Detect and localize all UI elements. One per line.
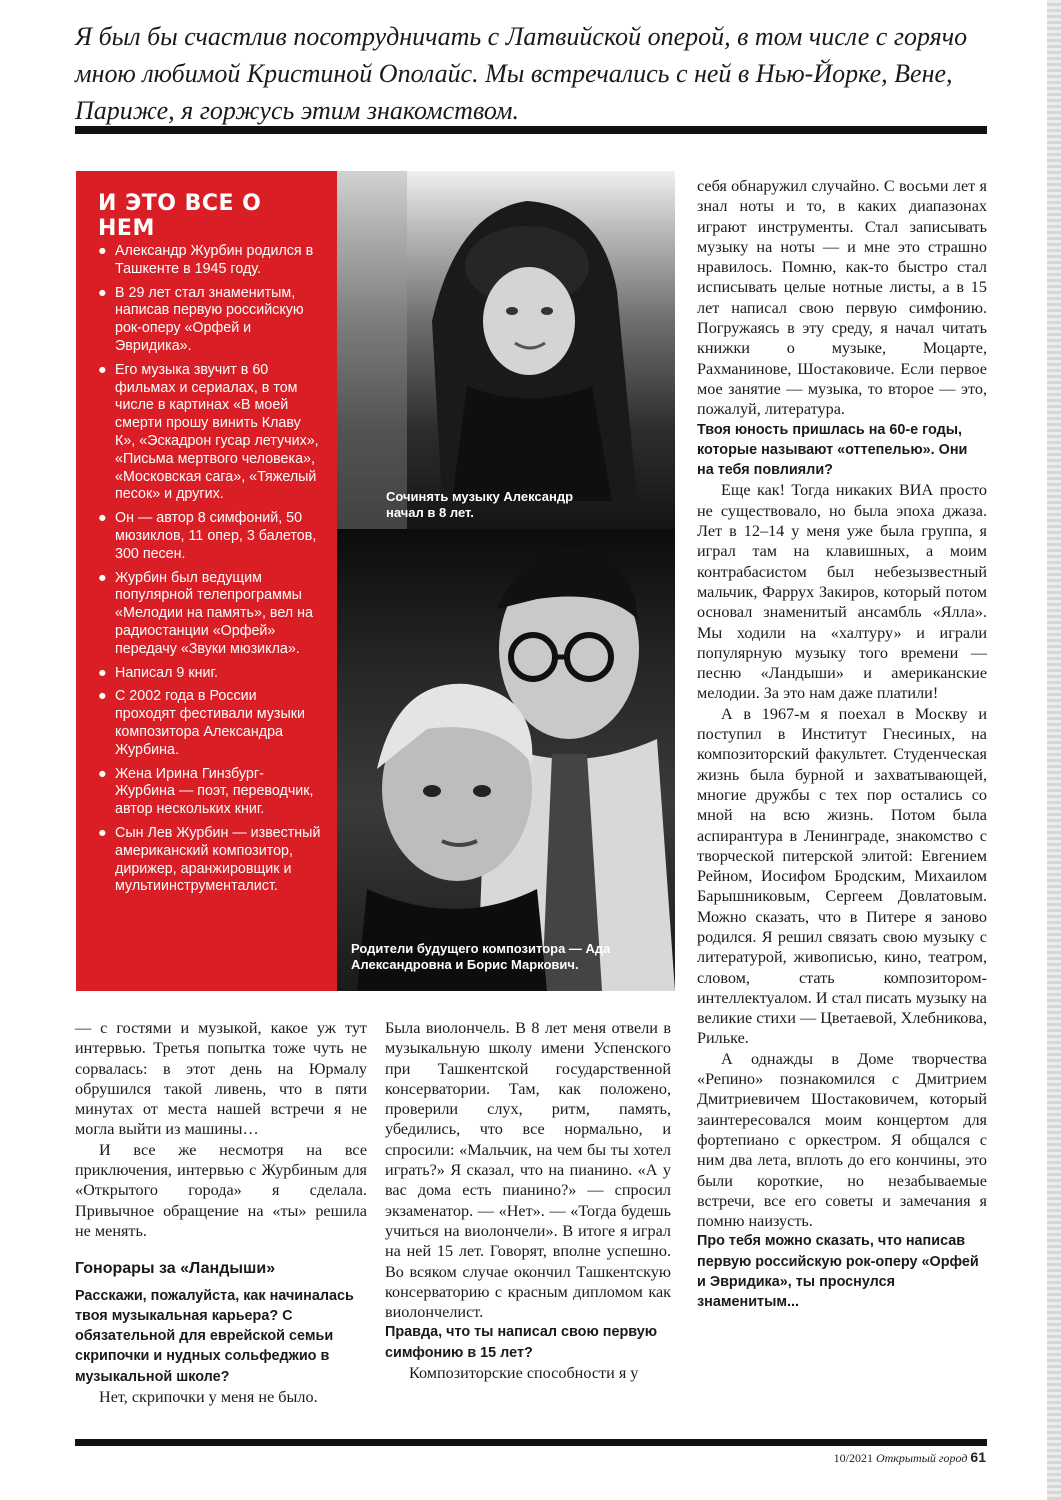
- fact-sidebar: [76, 171, 337, 991]
- bullet-icon: ●: [98, 510, 107, 527]
- bullet-icon: ●: [98, 688, 107, 705]
- photo-caption: Сочинять музыку Александр начал в 8 лет.: [386, 489, 574, 520]
- paragraph: И все же несмотря на все приключения, интервью с Журбиным для «Открытого города» я сделала. Привычное обращение на «ты» решила не менять.: [75, 1140, 367, 1240]
- fact-item: ● Его музыка звучит в 60 фильмах и сериалах, в том числе в картинах «В моей смерти прошу винить Клаву К», «Эскадрон гусар летучих», «Письма мертвого человека», «Московская сага», «Тяжелый песок» и других.: [98, 361, 319, 503]
- bullet-icon: ●: [98, 765, 107, 782]
- bottom-rule: [75, 1439, 987, 1446]
- fact-item: ● С 2002 года в России проходят фестивали музыки композитора Александра Журбина.: [98, 688, 306, 758]
- fact-list: [98, 243, 321, 896]
- bullet-icon: ●: [98, 824, 107, 841]
- fact-item: ● Написал 9 книг.: [98, 664, 218, 681]
- article-column-1: [75, 1018, 367, 1407]
- top-rule: [75, 126, 987, 134]
- paragraph: Нет, скрипочки у меня не было.: [99, 1388, 318, 1407]
- page-edge: [1047, 0, 1061, 1500]
- magazine-name: Открытый город: [875, 1451, 968, 1465]
- article-column-3: [697, 176, 987, 1313]
- paragraph: Была виолончель. В 8 лет меня отвели в музыкальную школу имени Успенского при Ташкентской государственной консерватории. Там, как положено, проверили слух, ритм, память, убедились, что все нормально, и спросили: «Мальчик, на чем бы ты хотел играть?» Я сказал, что на пианино. «А у вас дома есть пианино?» — спросил экзаменатор. — «Нет». — «Тогда будешь учиться на виолончели». В итоге я играл на ней 15 лет. Говорят, вполне успешно. Во всяком случае окончил Ташкентскую консерваторию с красным дипломом как виолончелист.: [385, 1019, 671, 1322]
- paragraph: — с гостями и музыкой, какое уж тут интервью. Третья попытка тоже чуть не сорвалась: в этот день на Юрмалу обрушился такой ливень, что в пяти минутах от места нашей встречи я не могла выйти из машины…: [75, 1019, 367, 1139]
- pull-quote: Я был бы счастлив посотрудничать с Латвийской оперой, в том числе с горячо мною любимой Кристиной Ополайс. Мы встречались с ней в Нью-Йорке, Вене, Париже, я горжусь этим знакомством.: [75, 22, 968, 125]
- bullet-icon: ●: [98, 569, 107, 586]
- fact-item: ● Сын Лев Журбин — известный американский композитор, дирижер, аранжировщик и мультиинструменталист.: [98, 824, 321, 895]
- fact-item: ● Он — автор 8 симфоний, 50 мюзиклов, 11 опер, 3 балетов, 300 песен.: [98, 510, 317, 562]
- bullet-icon: ●: [98, 664, 107, 681]
- bullet-icon: ●: [98, 361, 107, 378]
- fact-item: ● Жена Ирина Гинзбург-Журбина — поэт, переводчик, автор нескольких книг.: [98, 765, 314, 818]
- bullet-icon: ●: [98, 284, 107, 301]
- paragraph: себя обнаружил случайно. С восьми лет я знал ноты и то, в каких диапазонах играют инструменты. Стал записывать музыку на ноты — и мне это страшно нравилось. Помню, как-то быстро стал исписывать целые нотные листы, а в 15 лет написал свою первую симфонию. Погружаясь в эту среду, я начал читать книжки о музыке, Моцарте, Рахманинове, Шостаковиче. Если первое мое занятие — музыка, то второе — это, пожалуй, литература.: [697, 177, 987, 419]
- paragraph: А однажды в Доме творчества «Репино» познакомился с Дмитрием Дмитриевичем Шостаковичем, который заинтересовался моим концертом для фортепиано с оркестром. Я общался с ним два лета, вплоть до его кончины, это были короткие, но незабываемые встречи, все его советы и замечания я помню наизусть.: [697, 1049, 987, 1231]
- sidebar-title: И ЭТО ВСЕ О НЕМ: [98, 191, 262, 241]
- child-silhouette: [337, 171, 675, 529]
- question: Про тебя можно сказать, что написав первую российскую рок-оперу «Орфей и Эвридика», ты проснулся знаменитым...: [697, 1233, 979, 1311]
- bullet-icon: ●: [98, 243, 107, 259]
- fact-item: ● Александр Журбин родился в Ташкенте в 1945 году.: [98, 243, 314, 277]
- page-footer: [834, 1449, 986, 1466]
- issue-number: 10/2021: [833, 1451, 873, 1465]
- section-heading: Гонорары за «Ландыши»: [75, 1260, 276, 1278]
- photo-child: [337, 171, 675, 529]
- question: Правда, что ты написал свою первую симфонию в 15 лет?: [385, 1324, 658, 1361]
- photo-parents: [337, 529, 675, 991]
- question: Твоя юность пришлась на 60-е годы, которые называют «оттепелью». Они на тебя повлияли?: [697, 421, 968, 479]
- paragraph: Композиторские способности я у: [409, 1364, 639, 1383]
- paragraph: Еще как! Тогда никаких ВИА просто не существовало, но была эпоха джаза. Лет в 12–14 у меня уже была группа, я играл там на клавишных, а моим контрабасистом был небезызвестный мальчик, Фаррух Закиров, который потом основал знаменитый ансамбль «Ялла». Мы ходили на «халтуру» и играли популярную музыку того времени — песню «Ландыши» и американские мелодии. За это нам даже платили!: [697, 481, 987, 703]
- parents-silhouette: [337, 529, 675, 991]
- fact-item: ● Журбин был ведущим популярной телепрограммы «Мелодии на память», вел на радиостанции «Орфей» передачу «Звуки мюзикла».: [98, 569, 313, 657]
- article-column-2: [385, 1018, 671, 1383]
- paragraph: А в 1967-м я поехал в Москву и поступил в Институт Гнесиных, на композиторский факультет. Студенческая жизнь была бурной и захватывающей, многие дружбы с тех пор остались со мной на всю жизнь. Потом была аспирантура в Ленинграде, знакомство с творческой питерской элитой: Евгением Рейном, Иосифом Бродским, Михаилом Барышниковым, Сергеем Довлатовым. Можно сказать, что в Питере я заново родился. Я решил связать свою музыку с литературой, живописью, кино, театром, словом, стать композитором-интеллектуалом. И стал писать музыку на великие стихи — Цветаевой, Хлебникова, Рильке.: [697, 704, 987, 1048]
- fact-item: ● В 29 лет стал знаменитым, написав первую российскую рок-оперу «Орфей и Эвридика».: [98, 284, 304, 354]
- page-number: 61: [970, 1449, 986, 1465]
- photo-caption: Родители будущего композитора — Ада Александровна и Борис Маркович.: [351, 941, 611, 972]
- question: Расскажи, пожалуйста, как начиналась твоя музыкальная карьера? С обязательной для еврейской семьи скрипочки и нудных сольфеджио в музыкальной школе?: [75, 1287, 354, 1385]
